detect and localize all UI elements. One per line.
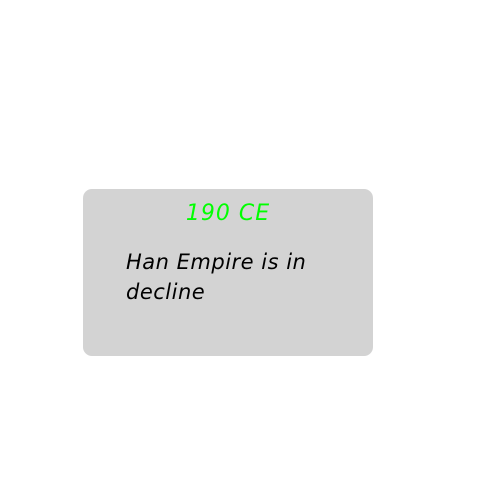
- event-description: Han Empire is in decline: [126, 250, 307, 304]
- event-card: [83, 189, 373, 356]
- event-year: 190 CE: [185, 201, 271, 226]
